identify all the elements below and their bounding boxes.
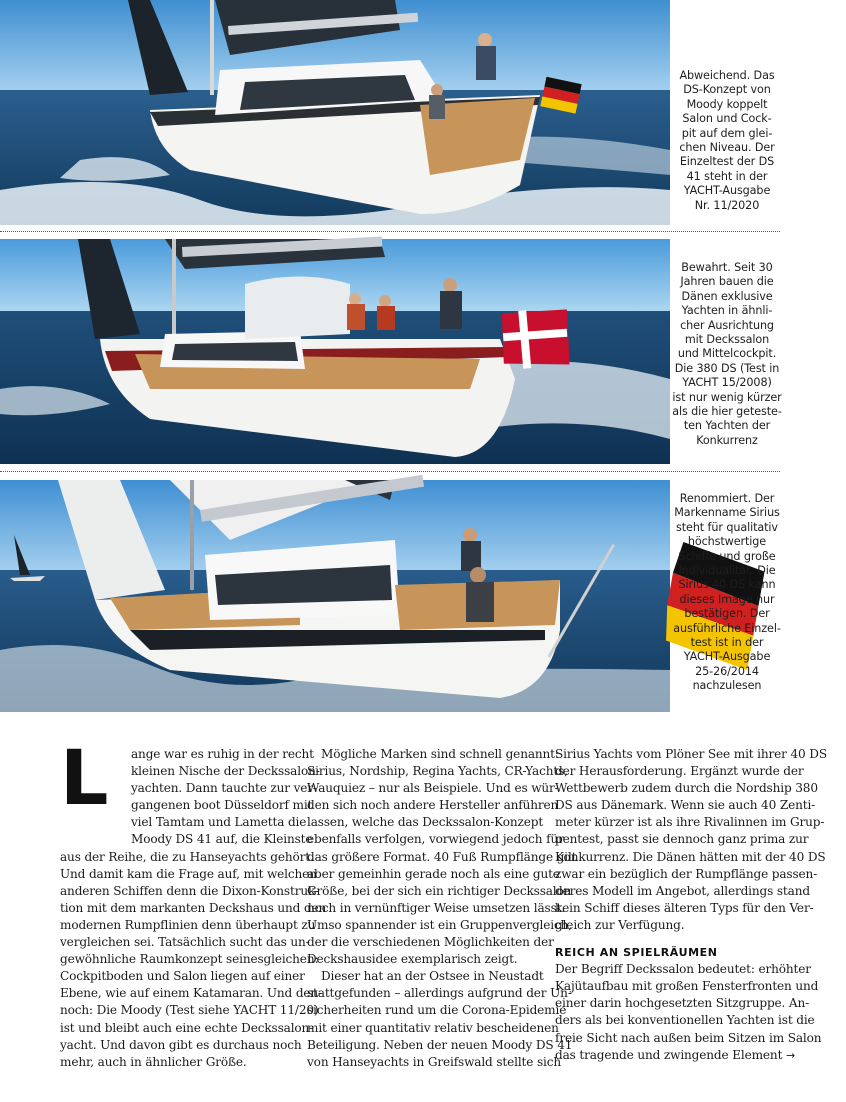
caption-line: YACHT 15/2008) bbox=[682, 376, 772, 390]
caption-line: cher Ausrichtung bbox=[680, 318, 774, 332]
text-line: der die verschiedenen Möglichkeiten der bbox=[307, 935, 554, 950]
photo-sirius-40ds bbox=[0, 480, 670, 712]
section-subheading: REICH AN SPIELRÄUMEN bbox=[555, 946, 718, 960]
article-column-3 bbox=[555, 746, 827, 1064]
caption-line: Individualität. Die bbox=[678, 564, 776, 578]
caption-line: DS-Konzept von bbox=[683, 83, 771, 97]
article-column-2 bbox=[307, 746, 577, 1071]
text-line: viel Tamtam und Lametta die bbox=[131, 815, 307, 830]
text-line: vergleichen sei. Tatsächlich sucht das un- bbox=[60, 935, 310, 950]
caption-line: als die hier geteste- bbox=[672, 405, 782, 419]
text-line: kein Schiff dieses älteren Typs für den Ver- bbox=[555, 900, 814, 915]
text-line: Größe, bei der sich ein richtiger Deckssalon bbox=[307, 883, 572, 898]
text-line: lassen, welche das Deckssalon-Konzept bbox=[307, 815, 544, 830]
caption-line: Die 380 DS (Test in bbox=[674, 361, 780, 375]
caption-line: Sirius 40 DS kann bbox=[678, 578, 776, 592]
caption-line: Moody koppelt bbox=[686, 97, 768, 111]
text-line: Wauquiez – nur als Beispiele. Und es wür- bbox=[307, 781, 559, 796]
photo-moody-ds41 bbox=[0, 0, 670, 225]
article-column-1 bbox=[60, 733, 327, 1071]
caption-line: Konkurrenz bbox=[696, 433, 758, 447]
text-line: mehr, auch in ähnlicher Größe. bbox=[60, 1054, 247, 1069]
text-line: das tragende und zwingende Element bbox=[555, 1047, 783, 1062]
text-line: meter kürzer ist als ihre Rivalinnen im Grup- bbox=[555, 815, 825, 830]
caption-line: Renommiert. Der bbox=[679, 492, 775, 505]
dotted-divider bbox=[0, 231, 780, 232]
caption-line: dieses Image nur bbox=[679, 592, 775, 606]
drop-cap: L bbox=[60, 733, 109, 822]
text-line: Deckshausidee exemplarisch zeigt. bbox=[307, 952, 518, 967]
text-line: Dieser hat an der Ostsee in Neustadt bbox=[321, 969, 544, 984]
text-line: von Hanseyachts in Greifswald stellte sich bbox=[307, 1054, 561, 1069]
caption-line: pit auf dem glei- bbox=[681, 126, 773, 140]
caption-line: 25-26/2014 bbox=[695, 664, 759, 678]
text-line: einer darin hochgesetzten Sitzgruppe. An- bbox=[555, 996, 810, 1011]
text-line: sicherheiten rund um die Corona-Epidemie bbox=[307, 1003, 567, 1018]
caption-line: Bewahrt. Seit 30 bbox=[681, 261, 773, 274]
caption-line: höchstwertige bbox=[687, 535, 767, 549]
text-line: noch in vernünftiger Weise umsetzen lässt. bbox=[307, 900, 566, 915]
photo-nordship-380ds bbox=[0, 239, 670, 464]
text-line: aus der Reihe, die zu Hanseyachts gehört. bbox=[60, 849, 314, 864]
text-line: stattgefunden – allerdings aufgrund der Un- bbox=[307, 986, 572, 1001]
text-line: Der Begriff Deckssalon bedeutet: erhöhter bbox=[555, 962, 811, 977]
caption-sirius bbox=[672, 492, 782, 694]
caption-line: Dänen exklusive bbox=[681, 289, 773, 303]
text-line: yacht. Und davon gibt es durchaus noch bbox=[60, 1037, 302, 1052]
text-line: yachten. Dann tauchte zur ver- bbox=[131, 781, 317, 796]
text-line: das größere Format. 40 Fuß Rumpflänge gilt bbox=[307, 849, 577, 864]
caption-line: test ist in der bbox=[690, 636, 764, 650]
text-line: Konkurrenz. Die Dänen hätten mit der 40 DS bbox=[555, 849, 826, 864]
caption-line: steht für qualitativ bbox=[676, 520, 778, 534]
moody-yacht-image bbox=[0, 0, 670, 225]
text-line: Sirius, Nordship, Regina Yachts, CR-Yachts, bbox=[307, 764, 568, 779]
caption-nordship bbox=[672, 261, 782, 448]
danish-flag-icon bbox=[497, 304, 575, 373]
nordship-yacht-image bbox=[0, 239, 670, 464]
text-line: aber gemeinhin gerade noch als eine gute bbox=[307, 866, 560, 881]
caption-line: ist nur wenig kürzer bbox=[672, 390, 782, 404]
caption-line: Markenname Sirius bbox=[674, 506, 780, 520]
sirius-yacht-image bbox=[0, 480, 670, 712]
text-line: der Herausforderung. Ergänzt wurde der bbox=[555, 764, 804, 779]
text-line: Kajütaufbau mit großen Fensterfronten und bbox=[555, 979, 819, 994]
text-line: modernen Rumpflinien denn überhaupt zu bbox=[60, 917, 316, 932]
text-line: Mögliche Marken sind schnell genannt: bbox=[321, 747, 559, 761]
text-line: ebenfalls verfolgen, vorwiegend jedoch für bbox=[307, 832, 564, 847]
text-line: ist und bleibt auch eine echte Deckssalon- bbox=[60, 1020, 314, 1035]
text-line: DS aus Dänemark. Wenn sie auch 40 Zenti- bbox=[555, 798, 816, 813]
text-line: gleich zur Verfügung. bbox=[555, 917, 685, 932]
caption-line: ten Yachten der bbox=[683, 419, 771, 433]
caption-line: Nr. 11/2020 bbox=[694, 198, 760, 212]
caption-line: Schiffe und große bbox=[678, 549, 776, 563]
text-line: kleinen Nische der Deckssalon- bbox=[131, 764, 320, 779]
text-line: Beteiligung. Neben der neuen Moody DS 41 bbox=[307, 1037, 573, 1052]
text-line: den sich noch andere Hersteller anführen bbox=[307, 798, 559, 813]
caption-line: nachzulesen bbox=[692, 679, 762, 693]
text-line: Cockpitboden und Salon liegen auf einer bbox=[60, 969, 305, 984]
text-line: ders als bei konventionellen Yachten ist die bbox=[555, 1013, 815, 1028]
text-line: anderen Schiffen denn die Dixon-Konstruk- bbox=[60, 883, 319, 898]
caption-line: Einzeltest der DS bbox=[679, 155, 775, 169]
text-line: Sirius Yachts vom Plöner See mit ihrer 40 DS bbox=[555, 747, 827, 761]
text-line: Umso spannender ist ein Gruppenvergleich, bbox=[307, 917, 572, 932]
caption-line: Jahren bauen die bbox=[680, 275, 774, 289]
text-line: deres Modell im Angebot, allerdings stand bbox=[555, 883, 810, 898]
text-line: Wettbewerb zudem durch die Nordship 380 bbox=[555, 781, 818, 796]
text-line-last bbox=[555, 1047, 796, 1064]
caption-line: mit Deckssalon bbox=[684, 333, 770, 347]
text-line: ange war es ruhig in der recht bbox=[131, 747, 314, 761]
text-line: tion mit dem markanten Deckshaus und den bbox=[60, 900, 327, 915]
caption-line: YACHT-Ausgabe bbox=[683, 184, 771, 198]
caption-line: YACHT-Ausgabe bbox=[683, 650, 771, 664]
text-line: Und damit kam die Frage auf, mit welchen bbox=[60, 866, 317, 881]
text-line: zwar ein bezüglich der Rumpflänge passen- bbox=[555, 866, 818, 881]
text-line: freie Sicht nach außen beim Sitzen im Salon bbox=[555, 1030, 822, 1045]
text-line: noch: Die Moody (Test siehe YACHT 11/20) bbox=[60, 1003, 319, 1018]
caption-line: Abweichend. Das bbox=[679, 69, 775, 82]
text-line: pentest, passt sie dennoch ganz prima zur bbox=[555, 832, 809, 847]
text-line: gewöhnliche Raumkonzept seinesgleichen: bbox=[60, 952, 319, 967]
caption-line: chen Niveau. Der bbox=[679, 141, 775, 155]
text-line: mit einer quantitativ relativ bescheidenen bbox=[307, 1020, 559, 1035]
caption-line: Salon und Cock- bbox=[682, 112, 772, 126]
dotted-divider bbox=[0, 471, 780, 472]
text-line: Ebene, wie auf einem Katamaran. Und den- bbox=[60, 986, 322, 1001]
caption-line: Yachten in ähnli- bbox=[681, 304, 773, 318]
caption-moody bbox=[672, 69, 782, 213]
caption-line: ausführliche Einzel- bbox=[673, 621, 781, 635]
caption-line: 41 steht in der bbox=[686, 169, 768, 183]
text-line: Moody DS 41 auf, die Kleinste bbox=[131, 832, 313, 847]
continue-arrow-icon: → bbox=[786, 1048, 796, 1062]
caption-line: bestätigen. Der bbox=[684, 607, 770, 621]
text-line: gangenen boot Düsseldorf mit bbox=[131, 798, 313, 813]
caption-line: und Mittelcockpit. bbox=[677, 347, 777, 361]
